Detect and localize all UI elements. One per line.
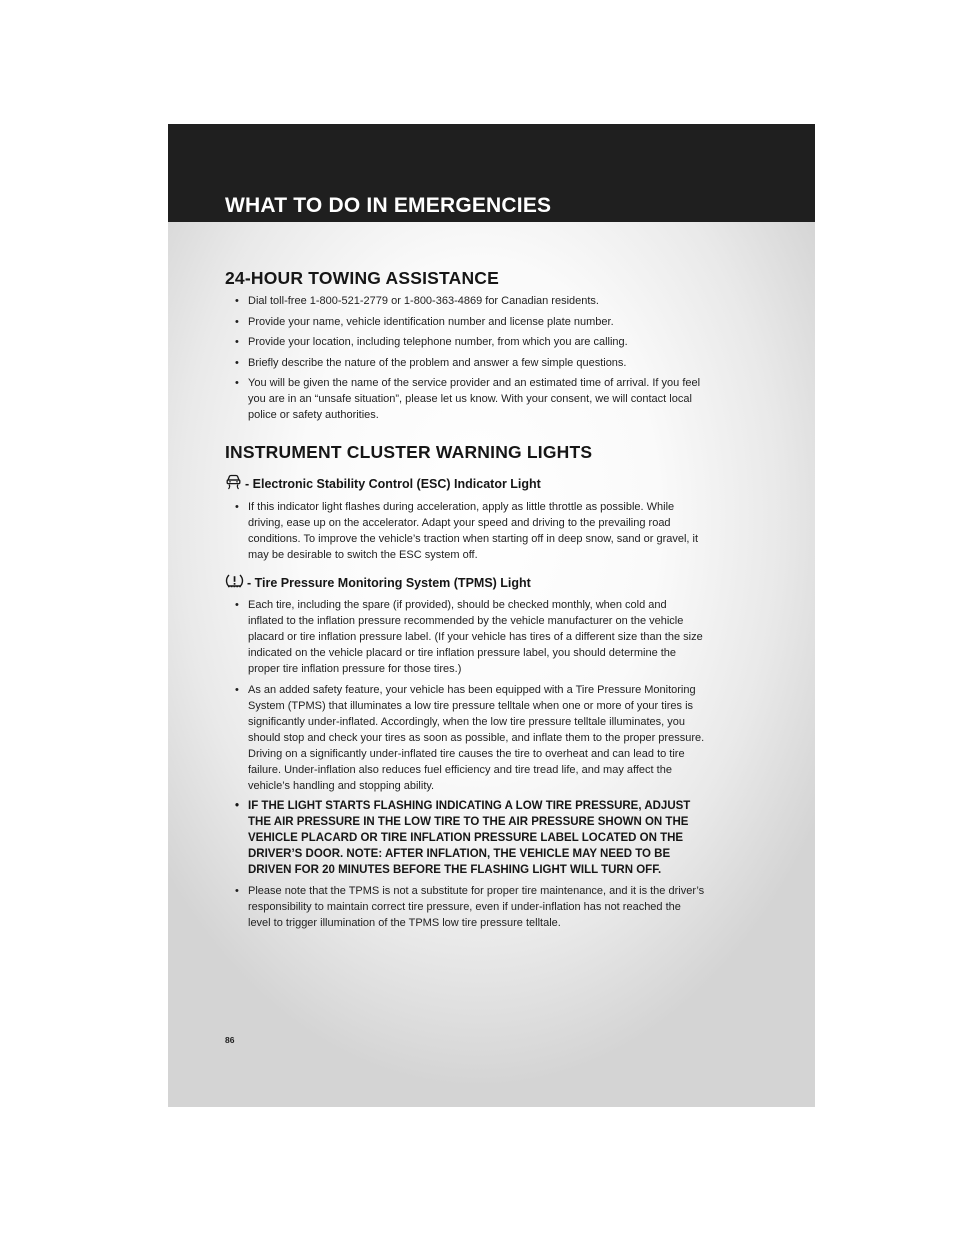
list-item-warning: • IF THE LIGHT STARTS FLASHING INDICATING A LOW TIRE PRESSURE, ADJUST THE AIR PRESSURE IN THE LOW TIRE TO THE AIR PRESSURE SHOWN ON THE VEHICLE PLACARD OR TIRE INFLATION PRESSURE LABEL LOCATED ON THE DRIVER’S DOOR. NOTE: AFTER INFLATION, THE VEHICLE MAY NEED TO BE DRIVEN FOR 20 MINUTES BEFORE THE FLASHING LIGHT WILL TURN OFF. bbox=[225, 798, 705, 878]
list-item: • Each tire, including the spare (if provided), should be checked monthly, when cold and inflated to the inflation pressure recommended by the vehicle manufacturer on the vehicle placard or tire inflation pressure label. (If your vehicle has tires of a different size than the size indicated on the vehicle placard or tire inflation pressure label, you should determine the proper tire inflation pressure for those tires.) bbox=[225, 597, 705, 677]
list-item: • Briefly describe the nature of the problem and answer a few simple questions. bbox=[225, 355, 705, 371]
tpms-heading bbox=[225, 573, 705, 593]
list-item: • Provide your location, including telephone number, from which you are calling. bbox=[225, 334, 705, 350]
warning-lights-heading: INSTRUMENT CLUSTER WARNING LIGHTS bbox=[225, 442, 593, 462]
esc-list bbox=[225, 499, 705, 563]
esc-heading bbox=[225, 473, 705, 495]
tpms-heading-text: - Tire Pressure Monitoring System (TPMS) Light bbox=[247, 576, 531, 590]
tire-pressure-warning-icon bbox=[225, 573, 244, 593]
towing-heading: 24-HOUR TOWING ASSISTANCE bbox=[225, 268, 500, 288]
esc-skidding-car-icon bbox=[225, 473, 242, 495]
esc-heading-text: - Electronic Stability Control (ESC) Indicator Light bbox=[245, 477, 541, 491]
list-item: • If this indicator light flashes during acceleration, apply as little throttle as possible. While driving, ease up on the accelerator. Adapt your speed and driving to the prevailing road conditions. To improve the vehicle’s traction when starting off in deep snow, sand or gravel, it may be desirable to switch the ESC system off. bbox=[225, 499, 705, 563]
warning-lights-section bbox=[225, 441, 705, 931]
list-item: • Provide your name, vehicle identification number and license plate number. bbox=[225, 314, 705, 330]
tpms-list bbox=[225, 597, 705, 931]
chapter-header-band bbox=[168, 124, 815, 222]
towing-list bbox=[225, 293, 705, 423]
page-content bbox=[225, 267, 705, 936]
towing-section bbox=[225, 267, 705, 423]
page-number: 86 bbox=[225, 1035, 235, 1045]
list-item: • Dial toll-free 1-800-521-2779 or 1-800-363-4869 for Canadian residents. bbox=[225, 293, 705, 309]
list-item: • As an added safety feature, your vehicle has been equipped with a Tire Pressure Monitoring System (TPMS) that illuminates a low tire pressure telltale when one or more of your tires is significantly under-inflated. Accordingly, when the low tire pressure telltale illuminates, you should stop and check your tires as soon as possible, and inflate them to the proper pressure. Driving on a significantly under-inflated tire causes the tire to overheat and can lead to tire failure. Under-inflation also reduces fuel efficiency and tire tread life, and may affect the vehicle’s handling and stopping ability. bbox=[225, 682, 705, 794]
chapter-title: WHAT TO DO IN EMERGENCIES bbox=[225, 194, 552, 217]
manual-page bbox=[168, 124, 815, 1107]
list-item: • Please note that the TPMS is not a substitute for proper tire maintenance, and it is the driver’s responsibility to maintain correct tire pressure, even if under-inflation has not reached the level to trigger illumination of the TPMS low tire pressure telltale. bbox=[225, 883, 705, 931]
list-item: • You will be given the name of the service provider and an estimated time of arrival. If you feel you are in an “unsafe situation”, please let us know. With your consent, we will contact local police or safety authorities. bbox=[225, 375, 705, 423]
